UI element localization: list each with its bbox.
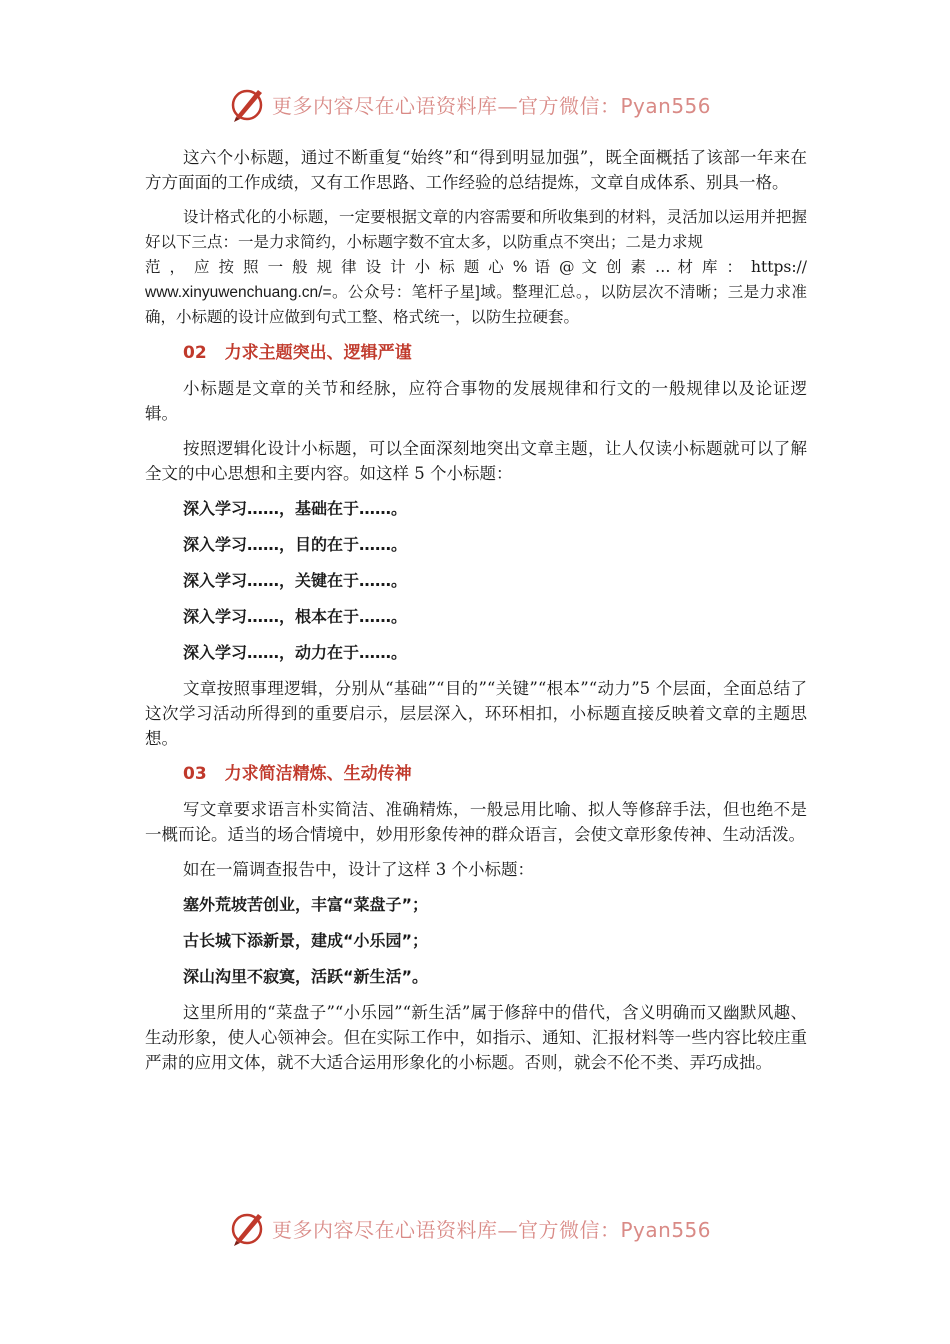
- section-title: 力求简洁精炼、生动传神: [224, 764, 412, 784]
- subtitle-example: 塞外荒坡苦创业，丰富“菜盘子”；: [183, 895, 429, 914]
- subtitle-example: 深入学习……，根本在于……。: [183, 607, 408, 626]
- section-heading-02: [145, 340, 807, 366]
- paragraph-line: 范 ， 应 按 照 一 般 规 律 设 计 小 标 题 心 % 语 @ 文 创 素 … 材 库 ： https://: [145, 258, 807, 276]
- paragraph: 按照逻辑化设计小标题，可以全面深刻地突出文章主题，让人仅读小标题就可以了解全文的中心思想和主要内容。如这样 5 个小标题：: [145, 439, 807, 483]
- footer-banner-text: 更多内容尽在心语资料库—官方微信：: [272, 1217, 621, 1242]
- subtitle-example: 深入学习……，目的在于……。: [183, 535, 408, 554]
- subtitle-example: 深山沟里不寂寞，活跃“新生活”。: [183, 967, 429, 986]
- section-number: 02: [183, 343, 207, 363]
- paragraph: 设计格式化的小标题，一定要根据文章的内容需要和所收集到的材料，灵活加以运用并把握好以下三点：一是力求简约，小标题字数不宜太多，以防重点不突出；二是力求规: [145, 208, 807, 251]
- header-wechat-id: Pyan556: [620, 93, 712, 118]
- subtitle-example: 深入学习……，关键在于……。: [183, 571, 408, 590]
- paragraph: 写文章要求语言朴实简洁、准确精炼，一般忌用比喻、拟人等修辞手法，但也绝不是一概而论。适当的场合情境中，妙用形象传神的群众语言，会使文章形象传神、生动活泼。: [145, 800, 807, 844]
- footer-banner: [228, 1208, 748, 1248]
- paragraph: 小标题是文章的关节和经脉，应符合事物的发展规律和行文的一般规律以及论证逻辑。: [145, 379, 807, 423]
- footer-wechat-id: Pyan556: [620, 1217, 712, 1242]
- subtitle-example: 古长城下添新景，建成“小乐园”；: [183, 931, 429, 950]
- pen-logo-icon: [228, 84, 268, 124]
- article-body: [145, 145, 807, 1085]
- section-title: 力求主题突出、逻辑严谨: [224, 343, 412, 363]
- paragraph: 这里所用的“菜盘子”“小乐园”“新生活”属于修辞中的借代，含义明确而又幽默风趣、生动形象，使人心领神会。但在实际工作中，如指示、通知、汇报材料等一些内容比较庄重严肃的应用文体，就不大适合运用形象化的小标题。否则，就会不伦不类、弄巧成拙。: [145, 1003, 807, 1072]
- subtitle-example: 深入学习……，基础在于……。: [183, 499, 408, 518]
- paragraph: www.xinyuwenchuang.cn/=。公众号：笔杆子星]域。整理汇总。，以防层次不清晰；三是力求准确，小标题的设计应做到句式工整、格式统一，以防生拉硬套。: [145, 284, 807, 326]
- paragraph: 如在一篇调查报告中，设计了这样 3 个小标题：: [183, 860, 534, 879]
- header-banner-text: 更多内容尽在心语资料库—官方微信：: [272, 93, 621, 118]
- pen-logo-icon: [228, 1208, 268, 1248]
- paragraph: 这六个小标题，通过不断重复“始终”和“得到明显加强”，既全面概括了该部一年来在方方面面的工作成绩，又有工作思路、工作经验的总结提炼，文章自成体系、别具一格。: [145, 148, 807, 192]
- subtitle-example: 深入学习……，动力在于……。: [183, 643, 408, 662]
- section-number: 03: [183, 764, 207, 784]
- section-heading-03: [145, 761, 807, 787]
- paragraph: 文章按照事理逻辑，分别从“基础”“目的”“关键”“根本”“动力”5 个层面，全面总结了这次学习活动所得到的重要启示，层层深入，环环相扣，小标题直接反映着文章的主题思想。: [145, 679, 807, 748]
- header-banner: [228, 84, 748, 124]
